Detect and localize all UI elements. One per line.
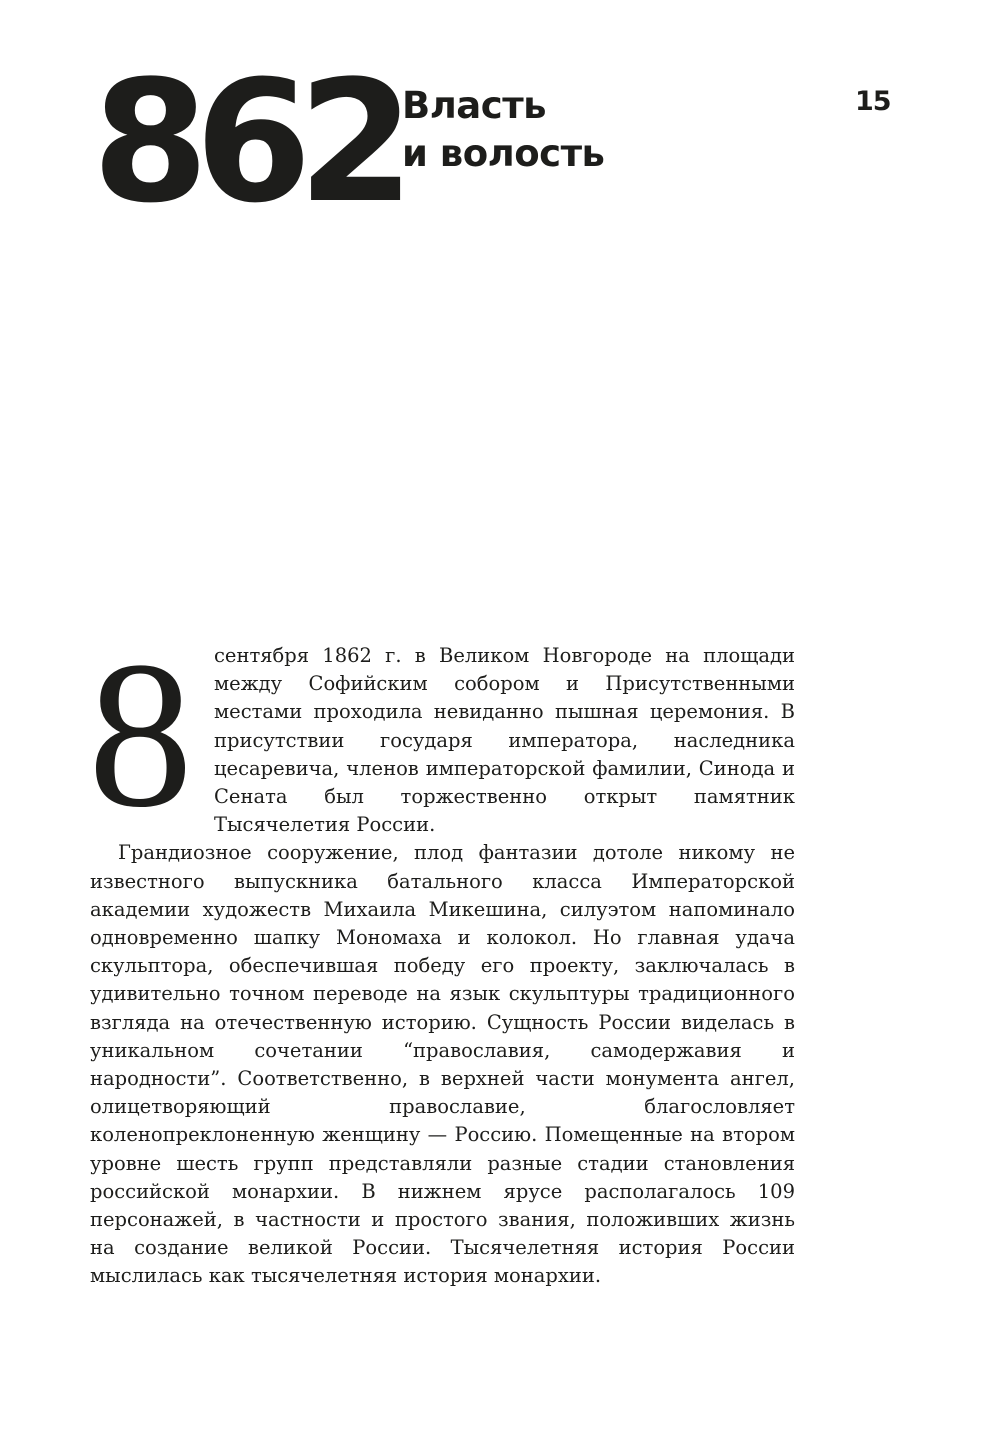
chapter-year: 862: [92, 44, 401, 240]
paragraph-1: сентября 1862 г. в Великом Новгороде на площади между Софийским собором и Присутственными местами проходила невиданно пышная церемония. В присутствии государя императора, наследника цесаревича, членов императорской фамилии, Синода и Сената был торжественно открыт памятник Тысячелетия России.: [214, 644, 795, 837]
article-body: [88, 619, 795, 1291]
drop-cap: 8: [88, 619, 193, 851]
chapter-title-line-1: Власть: [402, 84, 547, 127]
chapter-title: [402, 82, 604, 178]
chapter-title-line-2: и волость: [402, 132, 605, 175]
page-number: 15: [855, 86, 891, 117]
paragraph-2: Грандиозное сооружение, плод фантазии дотоле никому не известного выпускника батального класса Императорской академии художеств Михаила Микешина, силуэтом напоминало одновременно шапку Мономаха и колокол. Но главная удача скульптора, обеспечившая победу его проекту, заключалась в удивительно точном переводе на язык скульптуры традиционного взгляда на отечественную историю. Сущность России виделась в уникальном сочетании “православия, самодержавия и народности”. Соответственно, в верхней части монумента ангел, олицетворяющий православие, благословляет коленопреклоненную женщину — Россию. Помещенные на втором уровне шесть групп представляли разные стадии становления российской монархии. В нижнем ярусе располагалось 109 персонажей, в частности и простого звания, положивших жизнь на создание великой России. Тысячелетняя история России мыслилась как тысячелетняя история монархии.: [90, 841, 795, 1288]
drop-cap-container: [88, 619, 214, 851]
